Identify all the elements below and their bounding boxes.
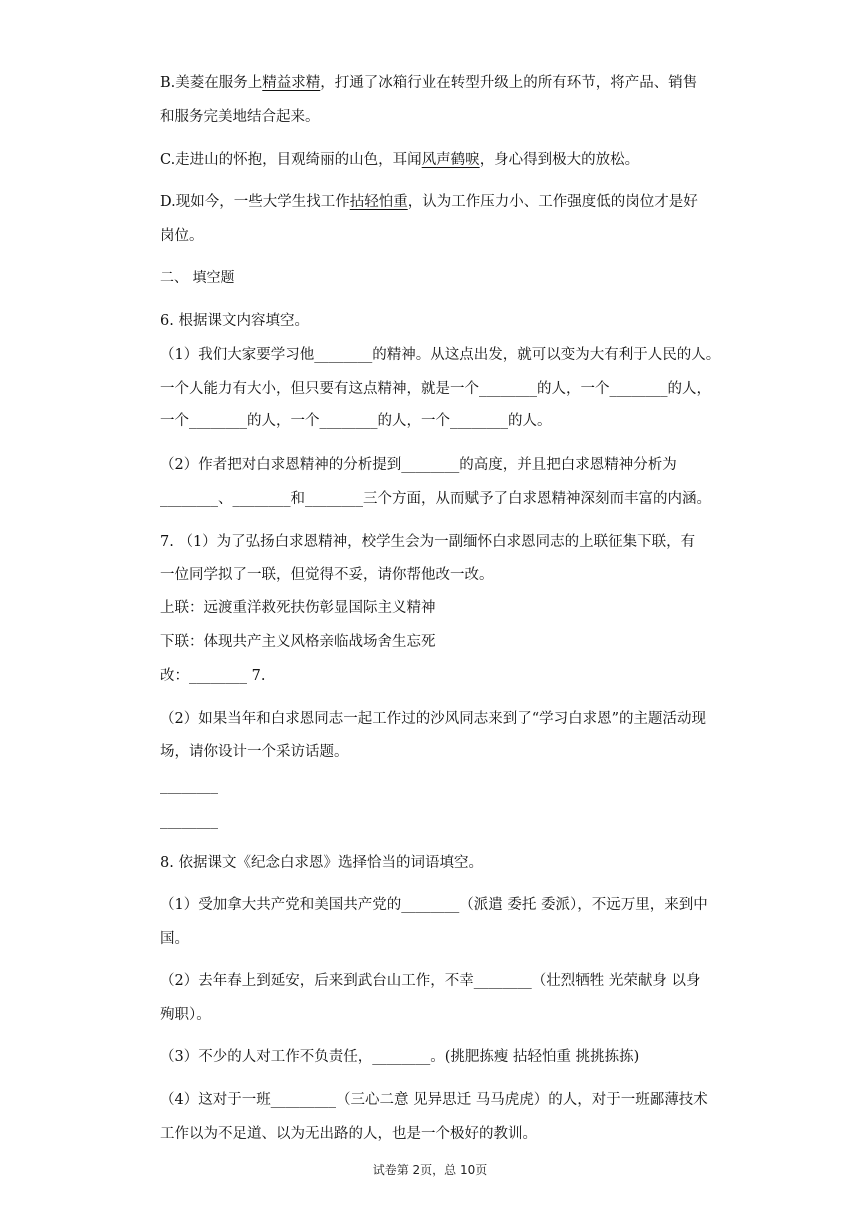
option-b-line: B.美菱在服务上精益求精，打通了冰箱行业在转型升级上的所有环节，将产品、销售 <box>160 75 698 91</box>
q7-part2-line1: （2）如果当年和白求恩同志一起工作过的沙风同志来到了“学习白求恩”的主题活动现 <box>160 711 707 727</box>
q6-part2-line1: （2）作者把对白求恩精神的分析提到________的高度，并且把白求恩精神分析为 <box>160 457 677 473</box>
question-7-line1: 7. （1）为了弘扬白求恩精神，校学生会为一副缅怀白求恩同志的上联征集下联，有 <box>160 534 696 550</box>
idiom-underlined: 风声鹤唳 <box>421 152 480 168</box>
answer-blank-1: ________ <box>160 778 218 794</box>
answer-blank-2: ________ <box>160 813 218 829</box>
q8-part4-line1: （4）这对于一班_________（三心二意 见异思迁 马马虎虎）的人，对于一班鄙薄技术 <box>160 1092 708 1108</box>
q6-part2-line2: ________、________和________三个方面，从而赋予了白求恩精神深刻而丰富的内涵。 <box>160 491 711 507</box>
q8-part1-line1: （1）受加拿大共产党和美国共产党的________（派遣 委托 委派），不远万里，来到中 <box>160 897 708 913</box>
q6-part1-line1: （1）我们大家要学习他________的精神。从这点出发，就可以变为大有利于人民的人。 <box>160 347 721 363</box>
q8-part2-line2: 殉职）。 <box>160 1007 211 1023</box>
section-heading: 二、 填空题 <box>160 270 235 286</box>
question-8-title: 8. 依据课文《纪念白求恩》选择恰当的词语填空。 <box>160 855 483 871</box>
option-d-line: D.现如今，一些大学生找工作拈轻怕重，认为工作压力小、工作强度低的岗位才是好 <box>160 194 698 210</box>
couplet-lower: 下联：体现共产主义风格亲临战场舍生忘死 <box>160 634 436 650</box>
question-7-line2: 一位同学拟了一联，但觉得不妥，请你帮他改一改。 <box>160 567 494 583</box>
q6-part1-line2: 一个人能力有大小，但只要有这点精神，就是一个________的人，一个________的人， <box>160 381 711 397</box>
q6-part1-line3: 一个________的人，一个________的人，一个________的人。 <box>160 413 552 429</box>
couplet-upper: 上联：远渡重洋救死扶伤彰显国际主义精神 <box>160 600 436 616</box>
page-footer: 试卷第 2页，总 10页 <box>372 1163 488 1177</box>
idiom-underlined: 精益求精 <box>262 75 321 91</box>
q8-part4-line2: 工作以为不足道、以为无出路的人，也是一个极好的教训。 <box>160 1126 537 1142</box>
option-b-continuation: 和服务完美地结合起来。 <box>160 109 320 125</box>
question-6-title: 6. 根据课文内容填空。 <box>160 313 309 329</box>
option-c-line: C.走进山的怀抱，目观绮丽的山色，耳闻风声鹤唳，身心得到极大的放松。 <box>160 152 640 168</box>
q7-part2-line2: 场，请你设计一个采访话题。 <box>160 744 349 760</box>
q8-part3: （3）不少的人对工作不负责任，________。(挑肥拣瘦 拈轻怕重 挑挑拣拣) <box>160 1049 640 1065</box>
option-d-continuation: 岗位。 <box>160 228 204 244</box>
q8-part1-line2: 国。 <box>160 931 189 947</box>
q8-part2-line1: （2）去年春上到延安，后来到武台山工作，不幸________（壮烈牺牲 光荣献身 以身 <box>160 973 701 989</box>
idiom-underlined: 拈轻怕重 <box>349 194 408 210</box>
couplet-fix-answer: 改：________ 7. <box>160 668 266 684</box>
